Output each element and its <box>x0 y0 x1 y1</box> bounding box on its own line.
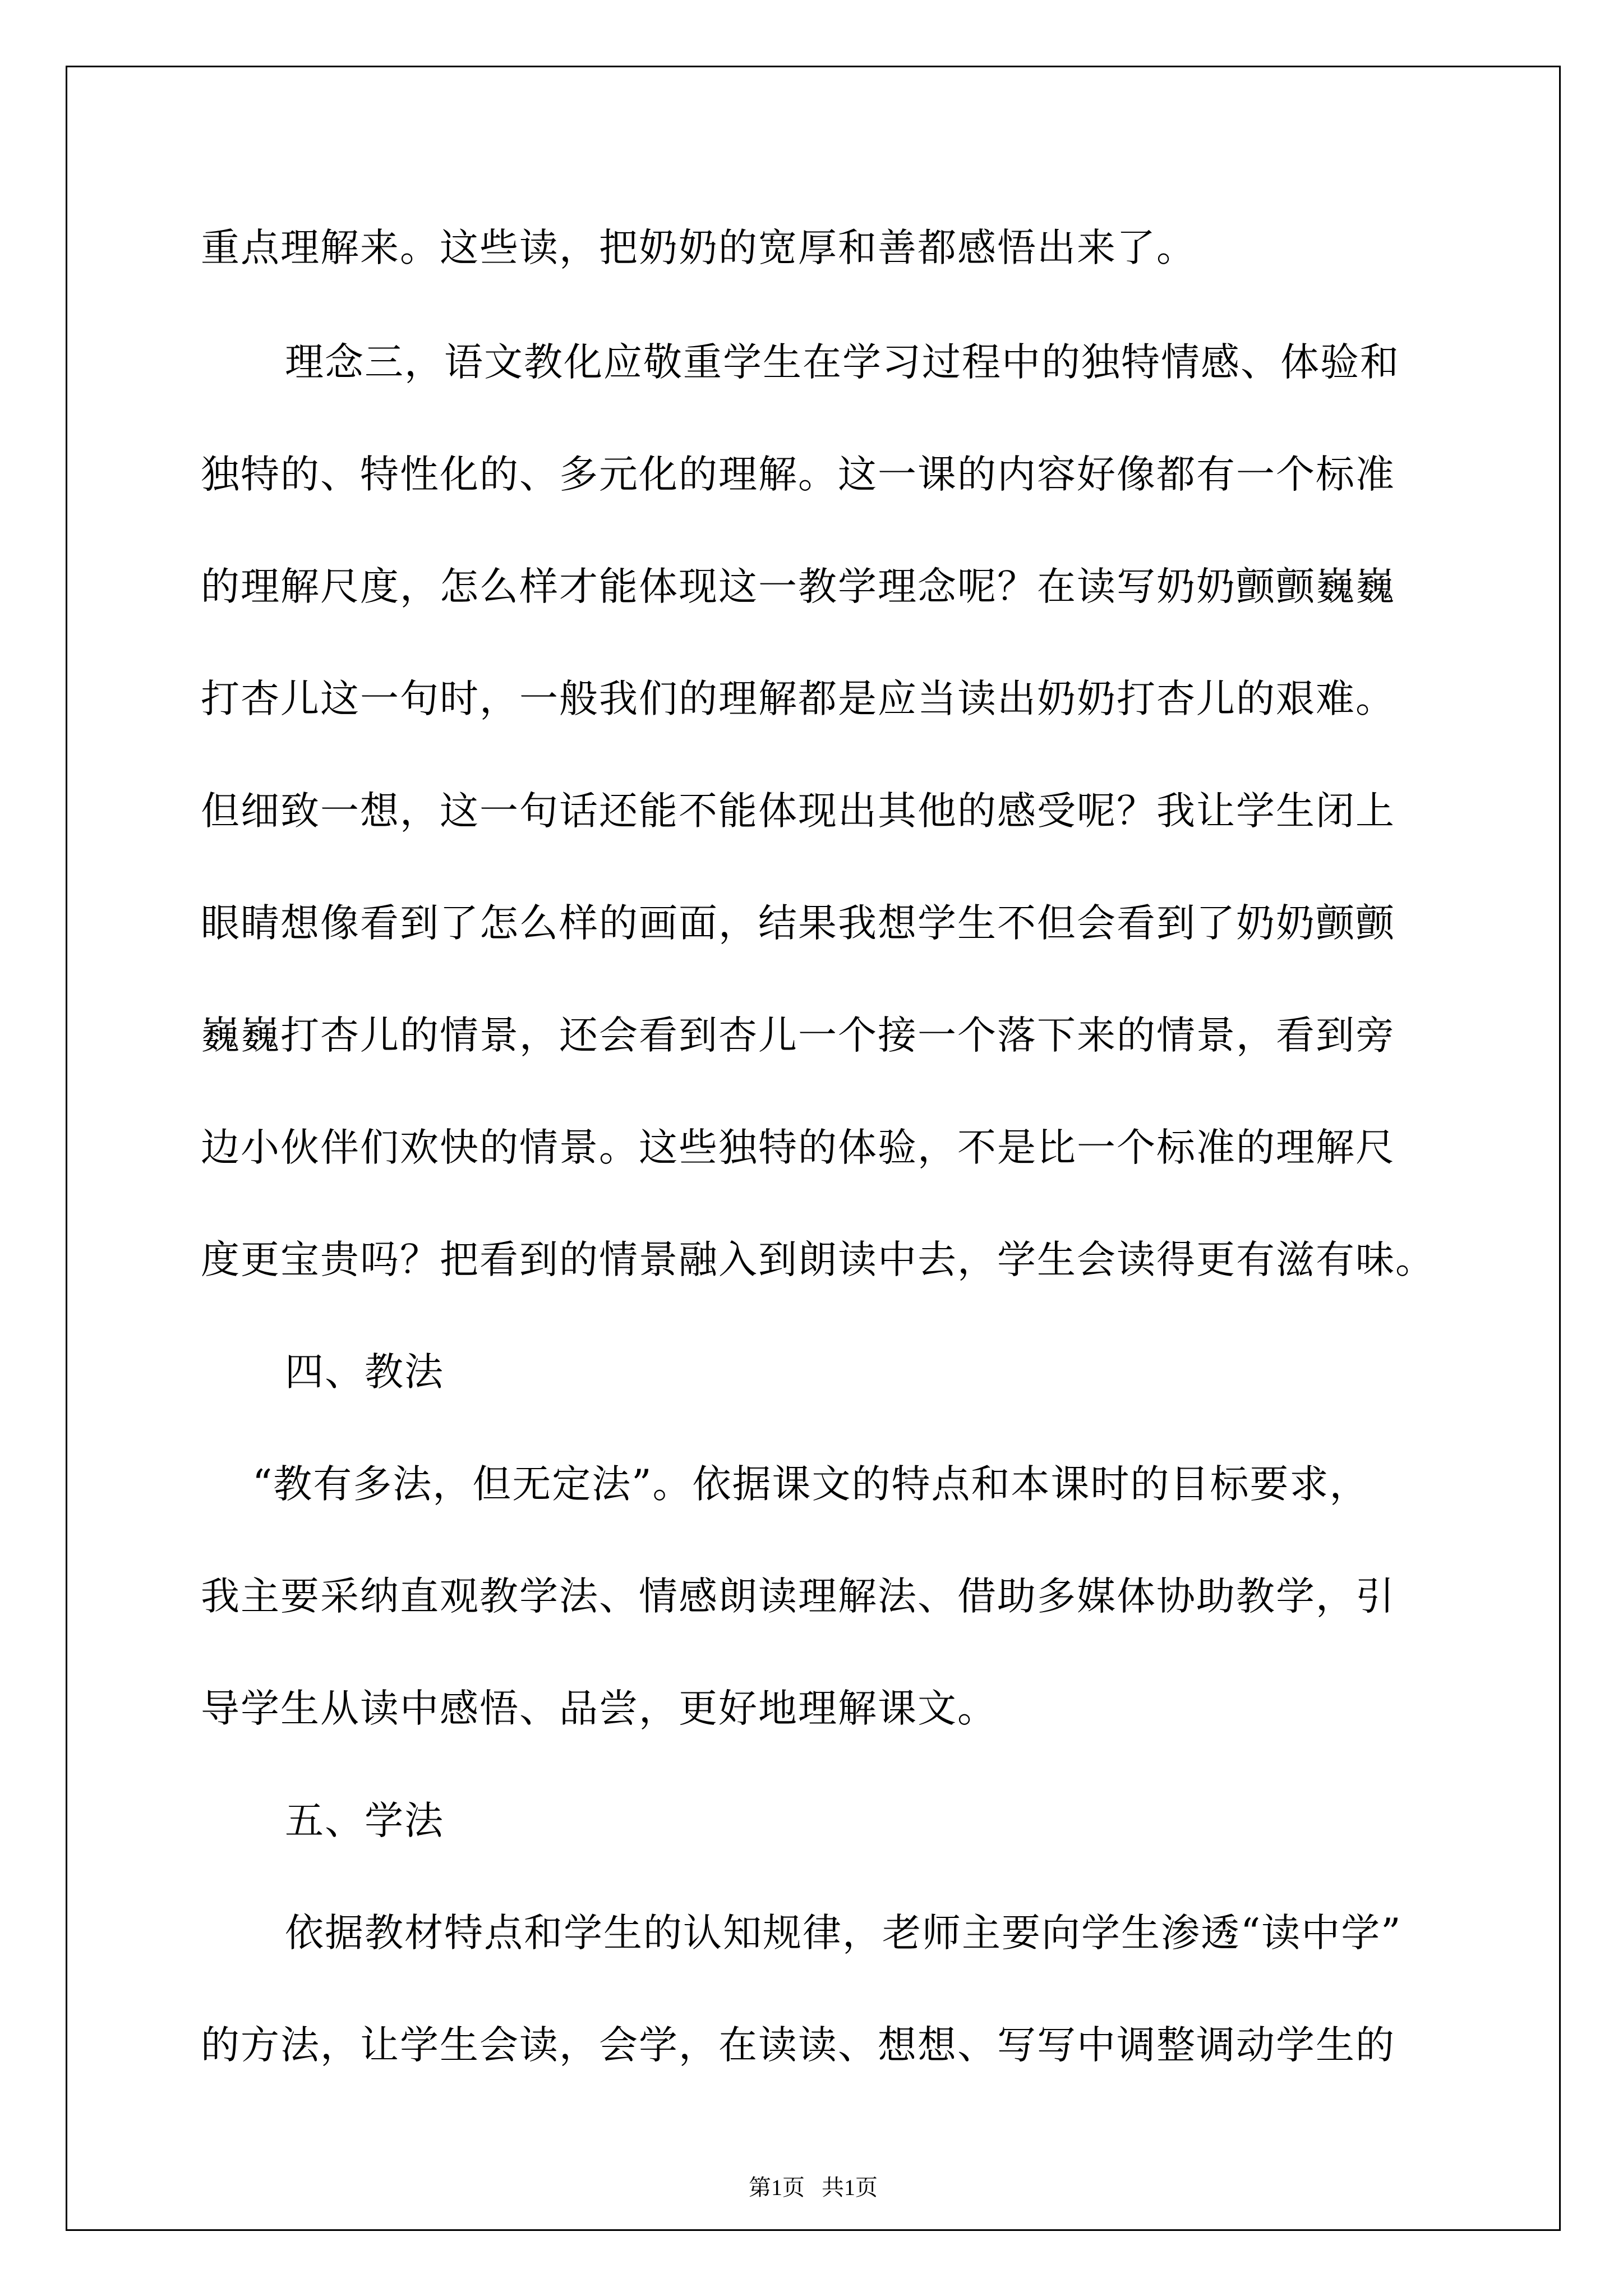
page-number-footer: 第1页 共1页 <box>749 2175 878 2200</box>
text-line: 眼睛想像看到了怎么样的画面，结果我想学生不但会看到了奶奶颤颤 <box>201 901 1395 946</box>
text-line: 的方法，让学生会读，会学，在读读、想想、写写中调整调动学生的 <box>201 2023 1395 2068</box>
section-heading: 四、教法 <box>285 1350 444 1395</box>
text-line: “教有多法，但无定法”。依据课文的特点和本课时的目标要求， <box>252 1462 1370 1507</box>
text-line: 巍巍打杏儿的情景，还会看到杏儿一个接一个落下来的情景，看到旁 <box>201 1013 1395 1058</box>
section-heading: 五、学法 <box>285 1798 444 1843</box>
text-line: 我主要采纳直观教学法、情感朗读理解法、借助多媒体协助教学，引 <box>201 1574 1395 1619</box>
text-line: 但细致一想，这一句话还能不能体现出其他的感受呢？我让学生闭上 <box>201 789 1395 834</box>
text-line: 度更宝贵吗？把看到的情景融入到朗读中去，学生会读得更有滋有味。 <box>201 1237 1435 1282</box>
text-line: 的理解尺度，怎么样才能体现这一教学理念呢？在读写奶奶颤颤巍巍 <box>201 564 1395 609</box>
text-line: 依据教材特点和学生的认知规律，老师主要向学生渗透“读中学” <box>285 1911 1402 1955</box>
text-line: 边小伙伴们欢快的情景。这些独特的体验，不是比一个标准的理解尺 <box>201 1125 1395 1170</box>
text-line: 导学生从读中感悟、品尝，更好地理解课文。 <box>201 1686 997 1731</box>
text-line: 重点理解来。这些读，把奶奶的宽厚和善都感悟出来了。 <box>201 226 1196 270</box>
text-line: 理念三，语文教化应敬重学生在学习过程中的独特情感、体验和 <box>285 340 1400 385</box>
page-frame <box>66 66 1561 2231</box>
text-line: 独特的、特性化的、多元化的理解。这一课的内容好像都有一个标准 <box>201 452 1395 497</box>
text-line: 打杏儿这一句时，一般我们的理解都是应当读出奶奶打杏儿的艰难。 <box>201 677 1395 721</box>
